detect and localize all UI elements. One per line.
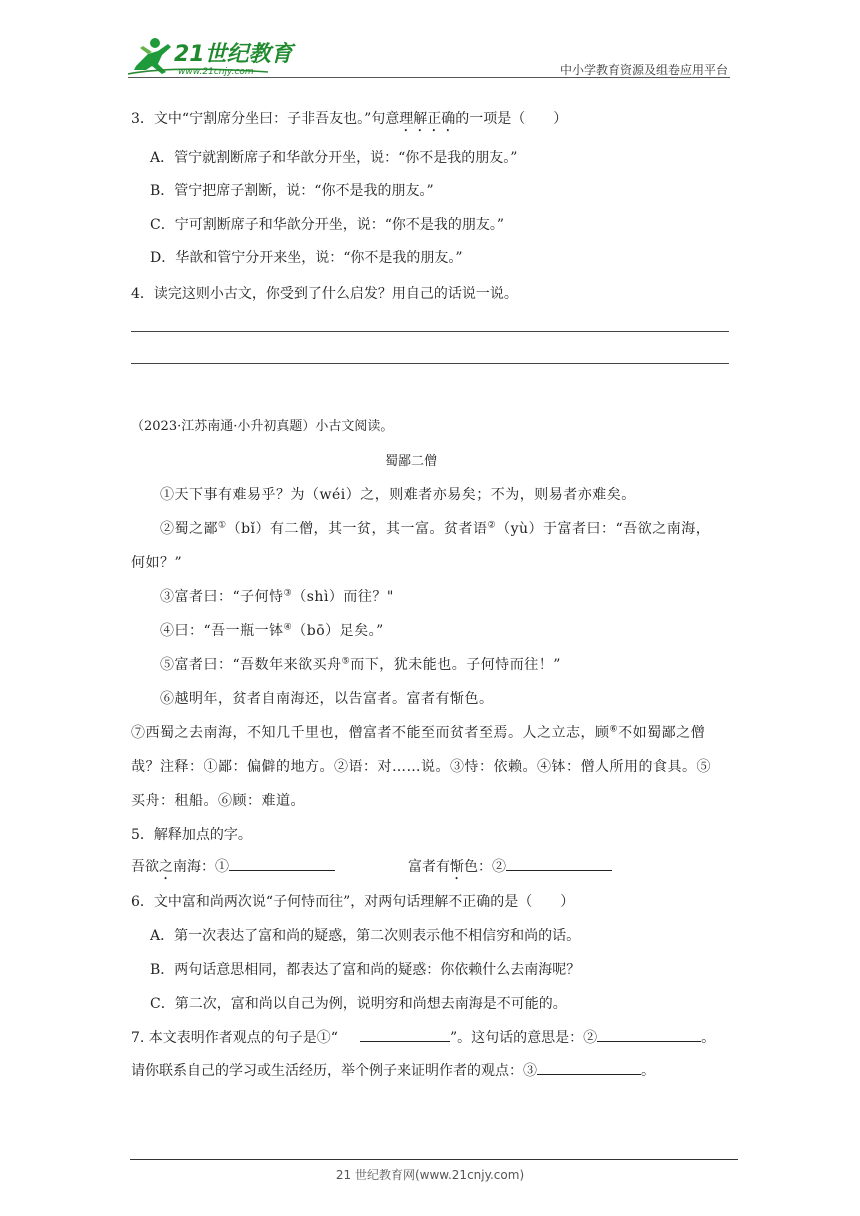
q3-option-d[interactable]: D．华歆和管宁分开来坐，说：“你不是我的朋友。” <box>150 250 463 266</box>
platform-name: 中小学教育资源及组卷应用平台 <box>559 63 728 77</box>
q7-line-1: 7. 本文表明作者观点的句子是①“ ”。这句话的意思是：② 。 <box>131 1027 715 1047</box>
svg-text:21世纪教育: 21世纪教育 <box>174 42 293 67</box>
q6-option-b[interactable]: B．两句话意思相同，都表达了富和尚的疑惑：你依赖什么去南海呢？ <box>150 962 581 978</box>
page-footer: 21 世纪教育网(www.21cnjy.com) <box>335 1168 525 1182</box>
q3-option-b[interactable]: B．管宁把席子割断，说：“你不是我的朋友。” <box>150 183 434 199</box>
q7-line-2: 请你联系自己的学习或生活经历，举个例子来证明作者的观点：③ 。 <box>131 1060 655 1080</box>
q5-item-1: 吾欲之南海：① <box>131 856 335 883</box>
passage-para-6: ⑥越明年，贫者自南海还，以告富者。富者有惭色。 <box>160 691 494 707</box>
q4-answer-line-2[interactable] <box>131 363 729 364</box>
q3-stem: 3．文中“宁割席分坐曰：子非吾友也。”句意理解正确的一项是（ ） <box>131 111 568 127</box>
passage-para-7: ⑦西蜀之去南海，不知几千里也，僧富者不能至而贫者至焉。人之立志，顾⑥不如蜀鄙之僧 <box>131 724 706 741</box>
passage-title: 蜀鄙二僧 <box>384 454 437 469</box>
passage-para-5: ⑤富者曰：“吾数年来欲买舟⑤而下，犹未能也。子何恃而往！” <box>160 656 561 673</box>
q3-option-a[interactable]: A．管宁就割断席子和华歆分开坐，说：“你不是我的朋友。” <box>150 150 518 166</box>
q5-item-2: 富者有惭色：② <box>408 856 612 883</box>
q5-blank-2[interactable] <box>506 856 612 871</box>
q7-blank-3[interactable] <box>537 1060 641 1075</box>
passage-para-2: ②蜀之鄙①（bǐ）有二僧，其一贫，其一富。贫者语②（yù）于富者曰：“吾欲之南海， <box>160 520 711 537</box>
svg-text:www.21cnjy.com: www.21cnjy.com <box>178 67 254 77</box>
page-header <box>128 34 728 80</box>
q5-blank-1[interactable] <box>229 856 335 871</box>
q6-option-a[interactable]: A．第一次表达了富和尚的疑惑，第二次则表示他不相信穷和尚的话。 <box>150 928 581 944</box>
passage-source: （2023·江苏南通·小升初真题）小古文阅读。 <box>131 419 394 434</box>
q6-option-c[interactable]: C．第二次，富和尚以自己为例，说明穷和尚想去南海是不可能的。 <box>150 996 567 1012</box>
q4-stem: 4．读完这则小古文，你受到了什么启发？用自己的话说一说。 <box>131 286 518 302</box>
site-logo <box>128 34 298 78</box>
passage-para-2-cont: 何如？” <box>131 555 183 571</box>
q7-blank-2[interactable] <box>597 1027 701 1042</box>
footer-divider <box>130 1159 738 1160</box>
passage-notes-cont: 买舟：租船。⑥顾：难道。 <box>131 793 305 809</box>
q5-stem: 5．解释加点的字。 <box>131 827 252 843</box>
passage-para-1: ①天下事有难易乎？为（wéi）之，则难者亦易矣；不为，则易者亦难矣。 <box>160 487 636 503</box>
passage-notes: 哉？注释：①鄙：偏僻的地方。②语：对……说。③恃：依赖。④钵：僧人所用的食具。⑤ <box>131 759 711 775</box>
header-divider <box>128 77 730 78</box>
passage-para-3: ③富者曰：“子何恃③（shì）而往？" <box>160 588 394 605</box>
q6-stem: 6．文中富和尚两次说“子何恃而往”，对两句话理解不正确的是（ ） <box>131 894 575 910</box>
q3-option-c[interactable]: C．宁可割断席子和华歆分开坐，说：“你不是我的朋友。” <box>150 217 505 233</box>
q7-blank-1[interactable] <box>360 1027 450 1042</box>
q4-answer-line-1[interactable] <box>131 331 729 332</box>
passage-para-4: ④曰：“吾一瓶一钵④（bō）足矣。” <box>160 622 384 639</box>
